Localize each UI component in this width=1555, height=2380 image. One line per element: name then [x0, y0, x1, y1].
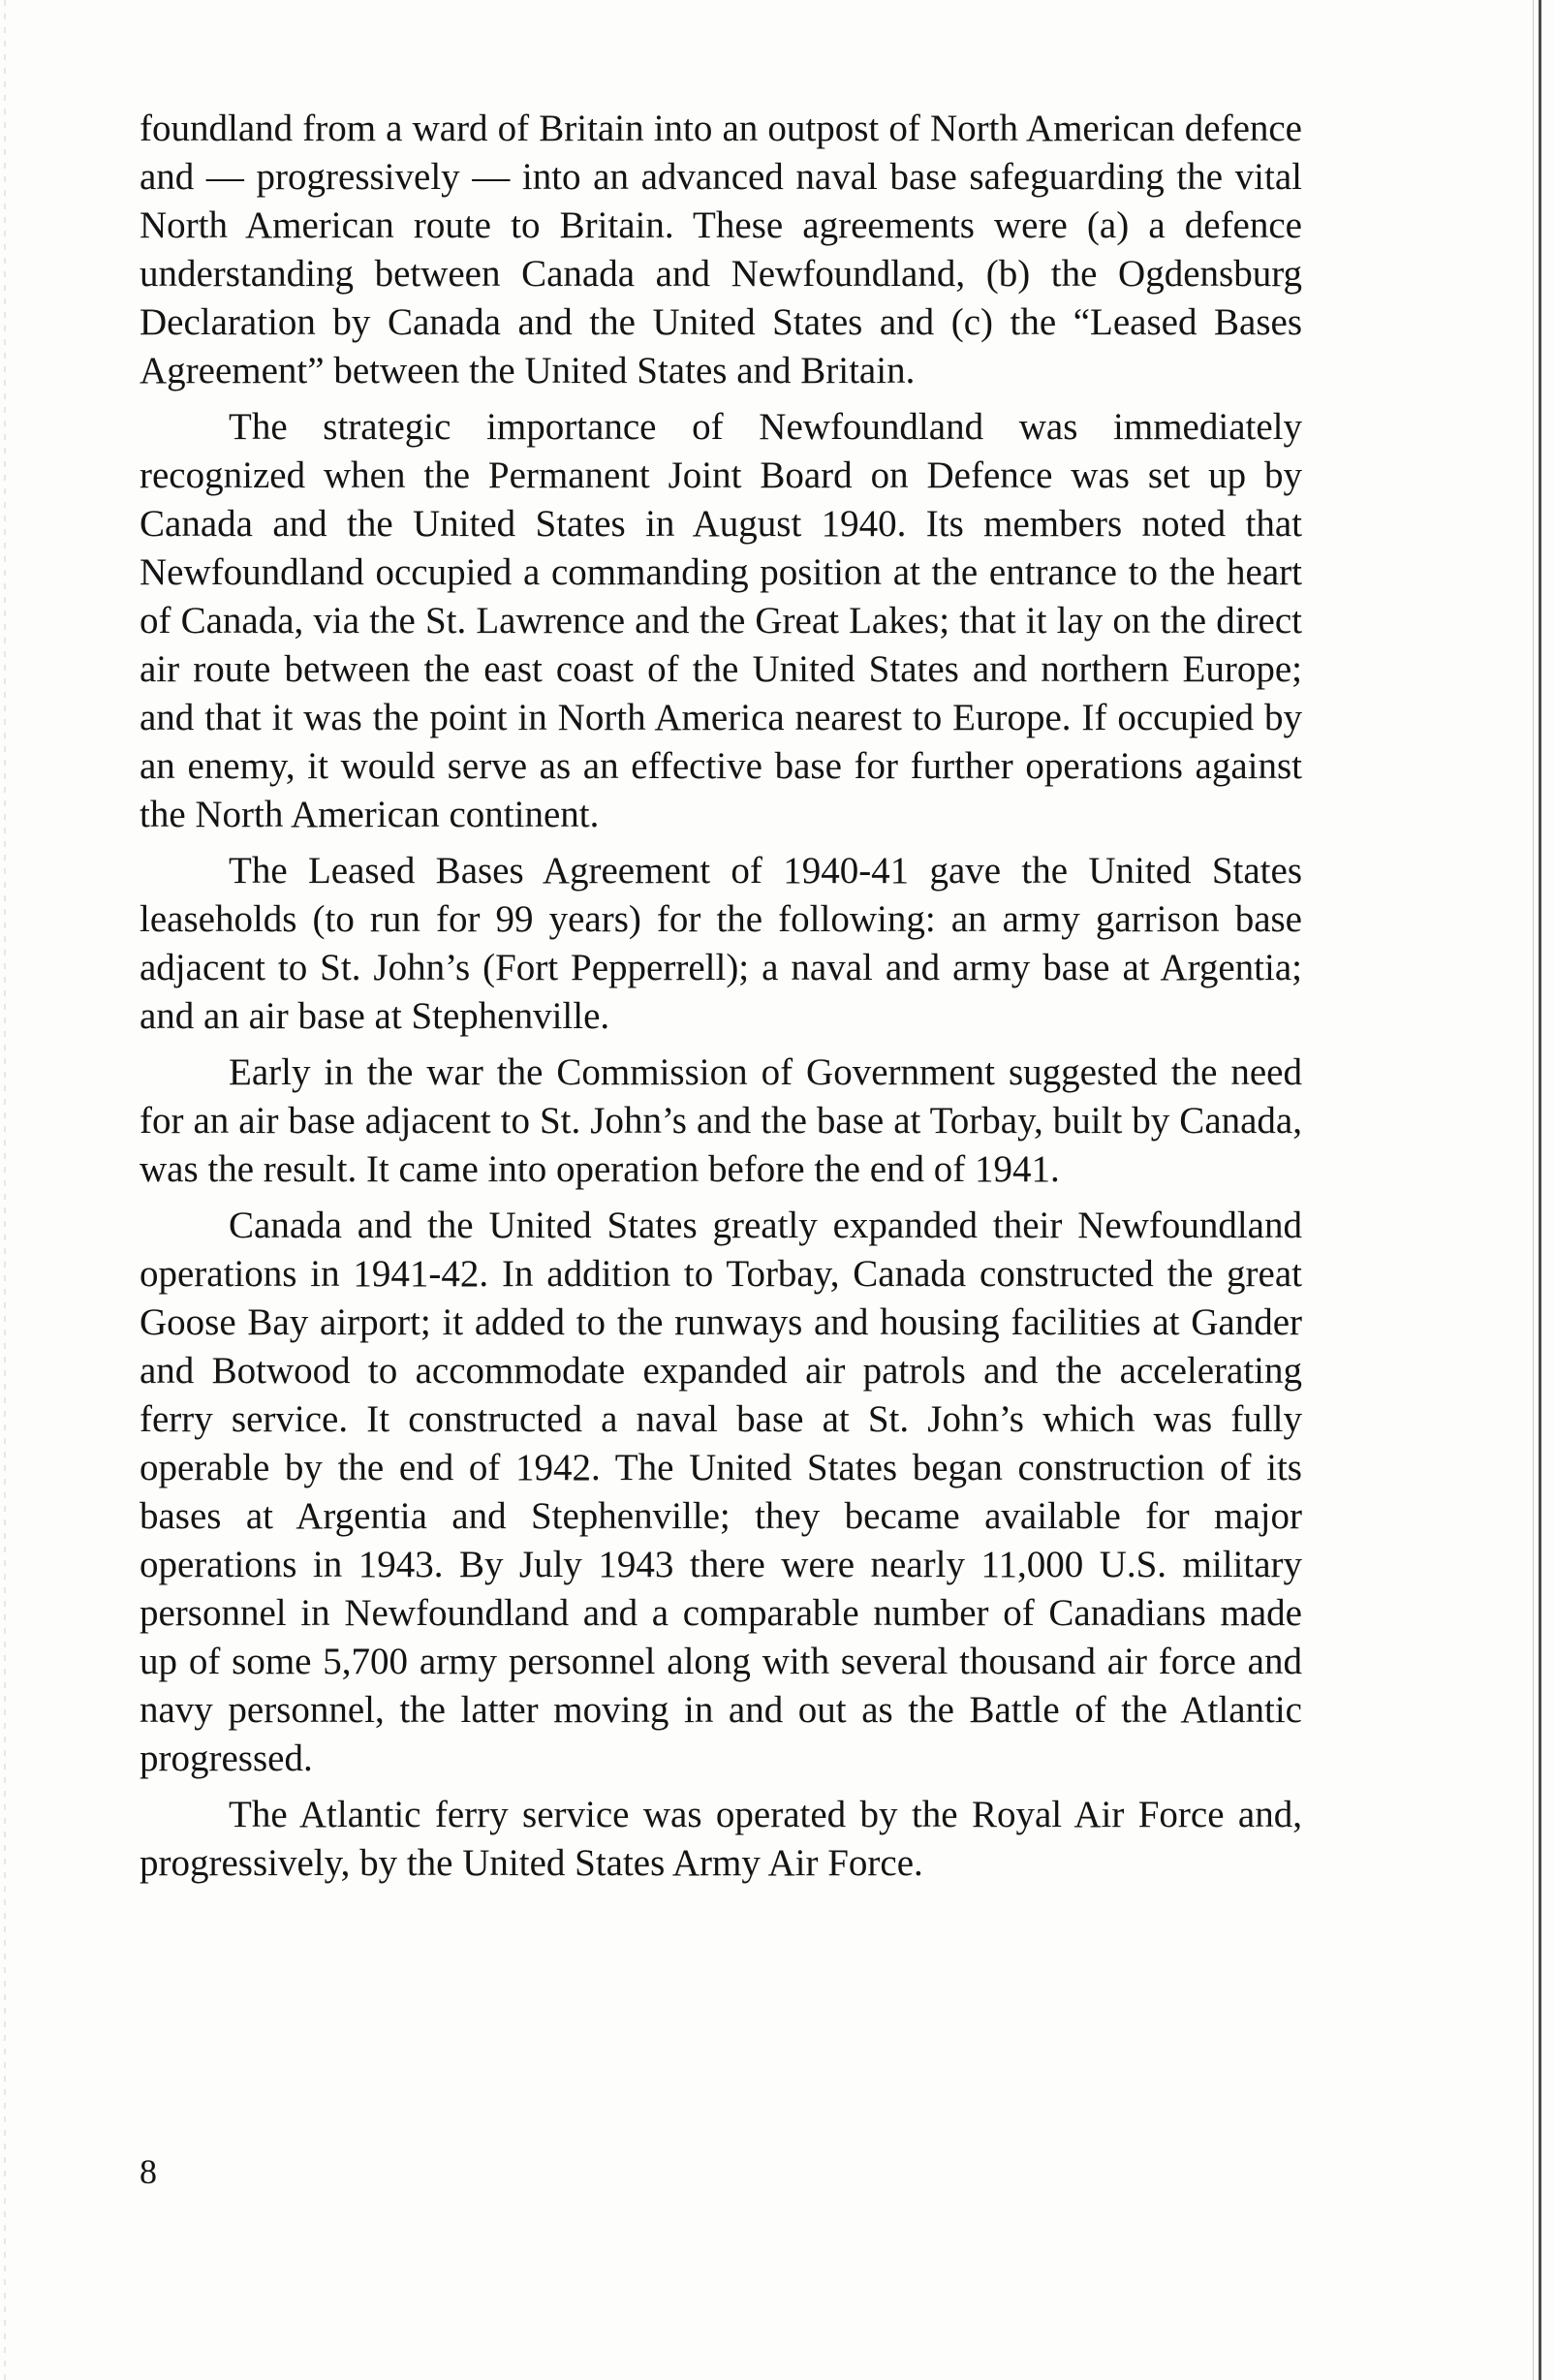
paragraph-5: Canada and the United States greatly expanded their Newfoundland operations in 1941-42. In addition to Torbay, Canada constructed the great Goose Bay airport; it added to the runways and housing facilities at Gander and Botwood to accommodate expanded air patrols and the accelerating ferry service. It constructed a naval base at St. John’s which was fully operable by the end of 1942. The United States began construction of its bases at Argentia and Stephenville; they became available for major operations in 1943. By July 1943 there were nearly 11,000 U.S. military personnel in Newfoundland and a comparable number of Canadians made up of some 5,700 army personnel along with several thousand air force and navy personnel, the latter moving in and out as the Battle of the Atlantic progressed.: [140, 1205, 1302, 1779]
paragraph-3: The Leased Bases Agreement of 1940-41 gave the United States leaseholds (to run for 99 years) for the following: an army garrison base adjacent to St. John’s (Fort Pepperrell); a naval and army base at Argentia; and an air base at Stephenville.: [140, 850, 1302, 1037]
paragraph-1: foundland from a ward of Britain into an outpost of North American defence and — progressively — into an advanced naval base safeguarding the vital North American route to Britain. These agreements were (a) a defence understanding between Canada and Newfoundland, (b) the Ogdensburg Declaration by Canada and the United States and (c) the “Leased Bases Agreement” between the United States and Britain.: [140, 108, 1302, 391]
scan-right-edge-inner: [1533, 0, 1534, 2380]
body-text: [140, 105, 1302, 1895]
page-number: 8: [140, 2152, 157, 2191]
paragraph-4: Early in the war the Commission of Government suggested the need for an air base adjacent to St. John’s and the base at Torbay, built by Canada, was the result. It came into operation before the end of 1941.: [140, 1051, 1302, 1190]
paragraph-6: The Atlantic ferry service was operated by the Royal Air Force and, progressively, by the United States Army Air Force.: [140, 1794, 1302, 1884]
scan-left-edge: [4, 0, 6, 2380]
scan-right-edge: [1539, 0, 1541, 2380]
paragraph-2: The strategic importance of Newfoundland was immediately recognized when the Permanent Joint Board on Defence was set up by Canada and the United States in August 1940. Its members noted that Newfoundland occupied a commanding position at the entrance to the heart of Canada, via the St. Lawrence and the Great Lakes; that it lay on the direct air route between the east coast of the United States and northern Europe; and that it was the point in North America nearest to Europe. If occupied by an enemy, it would serve as an effective base for further operations against the North American continent.: [140, 406, 1302, 835]
